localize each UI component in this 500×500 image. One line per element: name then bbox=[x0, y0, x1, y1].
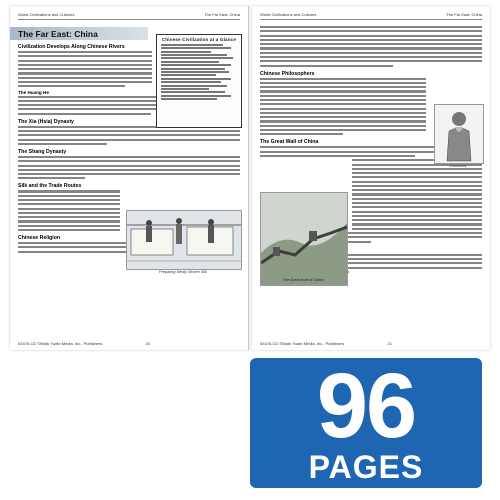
section-heading: Chinese Philosophers bbox=[260, 70, 315, 77]
page-number: 21 bbox=[387, 341, 392, 346]
great-wall-illustration bbox=[260, 192, 348, 286]
section-heading: The Shang Dynasty bbox=[18, 148, 67, 155]
book-spread bbox=[10, 6, 490, 350]
silk-illustration bbox=[126, 210, 242, 270]
section-heading: The Xia (Hsia) Dynasty bbox=[18, 118, 74, 125]
running-head-right: The Far East: China bbox=[446, 12, 482, 17]
confucius-illustration bbox=[434, 104, 484, 164]
footer-publisher: #3478-CD ©Mark Twain Media, Inc., Publishers bbox=[18, 341, 103, 346]
silk-caption: Preparing Newly Woven Silk bbox=[159, 270, 207, 274]
page-footer bbox=[18, 341, 240, 346]
at-a-glance-box bbox=[156, 34, 242, 128]
running-head bbox=[260, 10, 482, 20]
running-head-left: World Civilizations and Cultures bbox=[18, 12, 75, 17]
confucius-caption: Confucius bbox=[449, 164, 467, 168]
running-head bbox=[18, 10, 240, 20]
section-heading: Civilization Develops Along Chinese Rivers bbox=[18, 44, 125, 50]
chapter-title-bar bbox=[10, 27, 148, 40]
page-count-badge bbox=[250, 355, 482, 488]
page-number: 20 bbox=[145, 341, 150, 346]
running-head-right: The Far East: China bbox=[204, 12, 240, 17]
left-page bbox=[10, 6, 249, 350]
page-count-number: 96 bbox=[316, 355, 416, 457]
page-footer bbox=[260, 341, 482, 346]
section-heading: The Huang He bbox=[18, 89, 49, 95]
right-page bbox=[252, 6, 490, 350]
running-head-left: World Civilizations and Cultures bbox=[260, 12, 317, 17]
chapter-title: The Far East: China bbox=[18, 28, 98, 39]
badge-area bbox=[0, 356, 500, 500]
page-count-label: PAGES bbox=[308, 449, 424, 485]
section-heading: The Great Wall of China bbox=[260, 139, 319, 146]
section-heading: Silk and the Trade Routes bbox=[18, 183, 82, 190]
glance-box-title: Chinese Civilization at a Glance bbox=[161, 37, 237, 42]
great-wall-caption: The Great Wall of China bbox=[282, 278, 324, 282]
footer-publisher: #3478-CD ©Mark Twain Media, Inc., Publishers bbox=[260, 341, 345, 346]
section-heading: Chinese Religion bbox=[18, 235, 61, 242]
